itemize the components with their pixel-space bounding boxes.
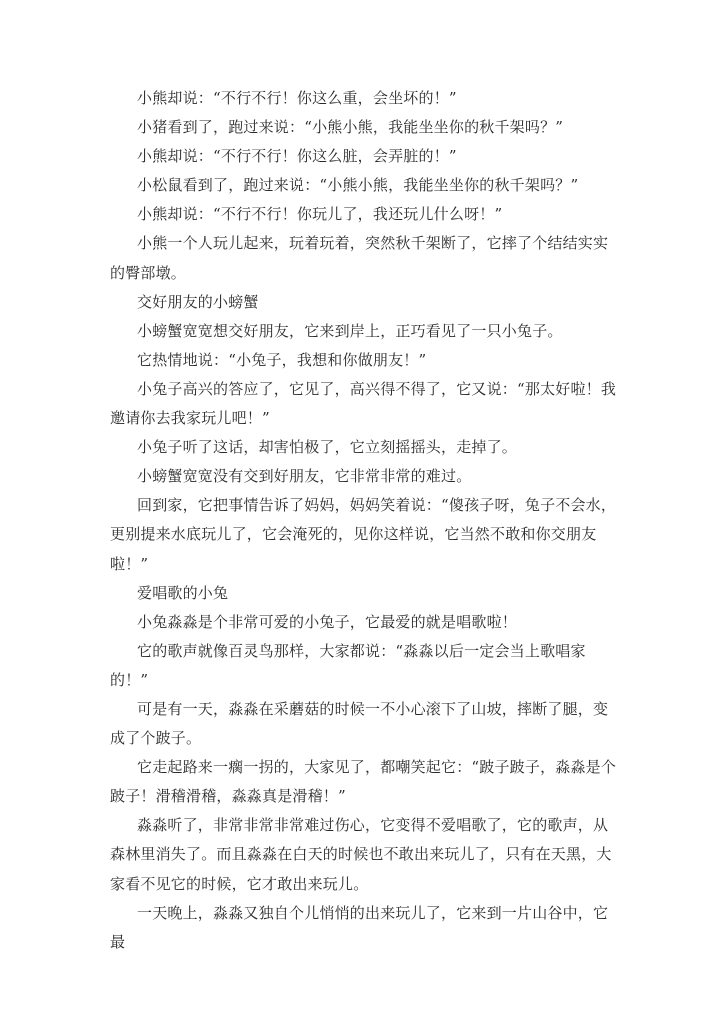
paragraph: 它的歌声就像百灵鸟那样，大家都说：“淼淼以后一定会当上歌唱家的！” (110, 641, 586, 689)
paragraph: 小兔淼淼是个非常可爱的小兔子，它最爱的就是唱歌啦！ (137, 612, 518, 631)
paragraph: 它热情地说：“小兔子，我想和你做朋友！” (137, 350, 427, 369)
paragraph: 小兔子听了这话，却害怕极了，它立刻摇摇头，走掉了。 (137, 438, 518, 457)
paragraph: 小螃蟹宽宽没有交到好朋友，它非常非常的难过。 (137, 467, 472, 486)
paragraph: 小兔子高兴的答应了，它见了，高兴得不得了，它又说：“那太好啦！我邀请你去我家玩儿吧！” (110, 379, 617, 428)
section-heading: 交好朋友的小螃蟹 (137, 292, 259, 311)
paragraph: 小熊却说：“不行不行！你这么重，会坐坏的！” (137, 89, 457, 107)
paragraph: 小猪看到了，跑过来说：“小熊小熊，我能坐坐你的秋千架吗？” (137, 118, 564, 137)
paragraph: 一天晚上，淼淼又独自个儿悄悄的出来玩儿了，它来到一片山谷中，它最 (110, 903, 609, 951)
paragraph: 回到家，它把事情告诉了妈妈，妈妈笑着说：“傻孩子呀，兔子不会水，更别提来水底玩儿了，它会淹死的，见你这样说，它当然不敢和你交朋友啦！” (110, 496, 617, 573)
paragraph: 淼淼听了，非常非常非常难过伤心，它变得不爱唱歌了，它的歌声，从森林里消失了。而且淼淼在白天的时候也不敢出来玩儿了，只有在天黑，大家看不见它的时候，它才敢出来玩儿。 (110, 816, 612, 893)
paragraph: 可是有一天，淼淼在采蘑菇的时候一不小心滚下了山坡，摔断了腿，变成了个跛子。 (110, 699, 609, 748)
section-heading: 爱唱歌的小兔 (137, 583, 229, 602)
document-body (110, 84, 618, 957)
paragraph: 小松鼠看到了，跑过来说：“小熊小熊，我能坐坐你的秋千架吗？” (137, 176, 579, 195)
paragraph: 它走起路来一瘸一拐的，大家见了，都嘲笑起它：“跛子跛子，淼淼是个跛子！滑稽滑稽，淼淼真是滑稽！” (110, 758, 617, 806)
paragraph: 小熊一个人玩儿起来，玩着玩着，突然秋千架断了，它摔了个结结实实的臀部墩。 (110, 234, 609, 282)
paragraph: 小熊却说：“不行不行！你玩儿了，我还玩儿什么呀！” (137, 205, 503, 224)
paragraph: 小螃蟹宽宽想交好朋友，它来到岸上，正巧看见了一只小兔子。 (137, 321, 563, 340)
paragraph: 小熊却说：“不行不行！你这么脏，会弄脏的！” (137, 147, 457, 166)
